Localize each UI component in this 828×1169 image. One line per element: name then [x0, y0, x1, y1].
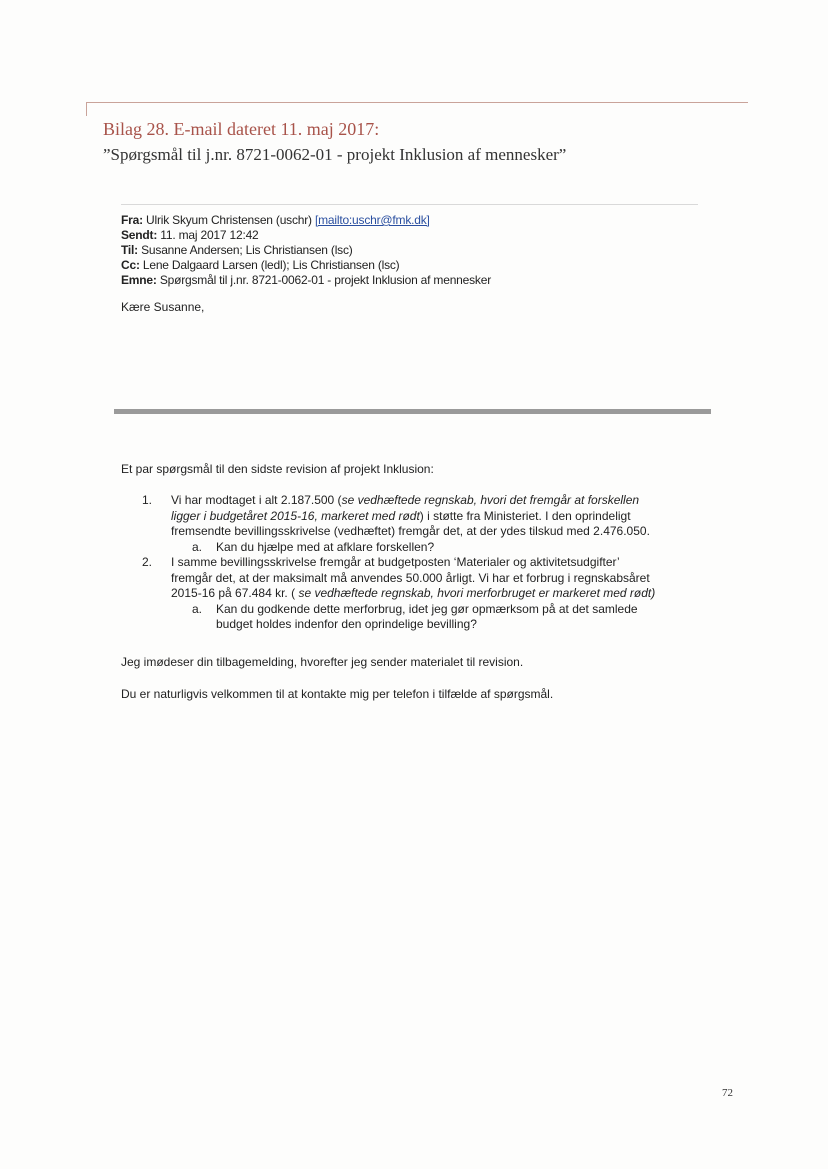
item-text: I samme bevillingsskrivelse fremgår at budgetposten ‘Materialer og aktivitetsudgifter’	[171, 555, 620, 569]
body-paragraph: Jeg imødeser din tilbagemelding, hvorefter jeg sender materialet til revision.	[121, 655, 524, 669]
sent-label: Sendt:	[121, 228, 158, 242]
item-text: 2015-16 på 67.484 kr. (	[171, 586, 299, 600]
item-text-italic: se vedhæftede regnskab, hvori merforbruget er markeret med rødt)	[298, 586, 656, 600]
cc-label: Cc:	[121, 258, 140, 272]
email-greeting: Kære Susanne,	[121, 300, 205, 314]
list-item-text	[171, 555, 721, 602]
email-from-row	[121, 213, 711, 228]
email-header-rule	[121, 204, 698, 205]
from-label: Fra:	[121, 213, 143, 227]
email-subject-row	[121, 273, 711, 288]
list-item	[121, 493, 721, 540]
attachment-title: Bilag 28. E-mail dateret 11. maj 2017:	[103, 119, 380, 139]
body-paragraph: Du er naturligvis velkommen til at kontakte mig per telefon i tilfælde af spørgsmål.	[121, 687, 554, 701]
body-intro: Et par spørgsmål til den sidste revision af projekt Inklusion:	[121, 462, 434, 476]
header-rule-tick	[86, 102, 87, 116]
to-value: Susanne Andersen; Lis Christiansen (lsc)	[137, 243, 353, 257]
sent-value: 11. maj 2017 12:42	[157, 228, 259, 242]
cc-value: Lene Dalgaard Larsen (ledl); Lis Christiansen (lsc)	[139, 258, 400, 272]
list-item	[121, 555, 721, 602]
subject-label: Emne:	[121, 273, 157, 287]
sub-item-text: budget holdes indenfor den oprindelige bevilling?	[216, 617, 477, 631]
list-item-text	[171, 493, 721, 540]
sub-list-item	[121, 540, 721, 556]
section-separator-bar	[114, 409, 711, 414]
email-to-row	[121, 243, 711, 258]
from-email-link[interactable]: [mailto:uschr@fmk.dk]	[314, 213, 430, 227]
list-item-number: 2.	[142, 555, 153, 569]
subject-value: Spørgsmål til j.nr. 8721-0062-01 - projekt Inklusion af mennesker	[156, 273, 491, 287]
list-item-number: 1.	[142, 493, 153, 507]
item-text: Vi har modtaget i alt 2.187.500 (	[171, 493, 342, 507]
item-text-italic: ligger i budgetåret 2015-16, markeret med rødt	[171, 508, 420, 523]
page-number: 72	[722, 1087, 733, 1099]
item-text: ) i støtte fra Ministeriet. I den oprindeligt	[419, 508, 631, 523]
email-cc-row	[121, 258, 711, 273]
attachment-subtitle: ”Spørgsmål til j.nr. 8721-0062-01 - projekt Inklusion af mennesker”	[103, 145, 567, 164]
email-header	[121, 213, 711, 288]
sub-list-item	[121, 602, 721, 633]
sub-item-text: Kan du hjælpe med at afklare forskellen?	[216, 539, 435, 554]
sub-item-letter: a.	[192, 539, 203, 554]
header-rule	[86, 102, 748, 103]
to-label: Til:	[121, 243, 138, 257]
sub-item-text: Kan du godkende dette merforbrug, idet jeg gør opmærksom på at det samlede	[216, 601, 638, 616]
sub-item-letter: a.	[192, 601, 203, 616]
email-sent-row	[121, 228, 711, 243]
from-value: Ulrik Skyum Christensen (uschr)	[142, 213, 315, 227]
item-text: fremgår det, at der maksimalt må anvendes 50.000 årligt. Vi har et forbrug i regnskabsåret	[171, 570, 650, 585]
item-text: fremsendte bevillingsskrivelse (vedhæftet) fremgår det, at der ydes tilskud med 2.476.050.	[171, 524, 650, 538]
item-text-italic: se vedhæftede regnskab, hvori det fremgår at forskellen	[341, 493, 640, 507]
question-list	[121, 493, 721, 633]
